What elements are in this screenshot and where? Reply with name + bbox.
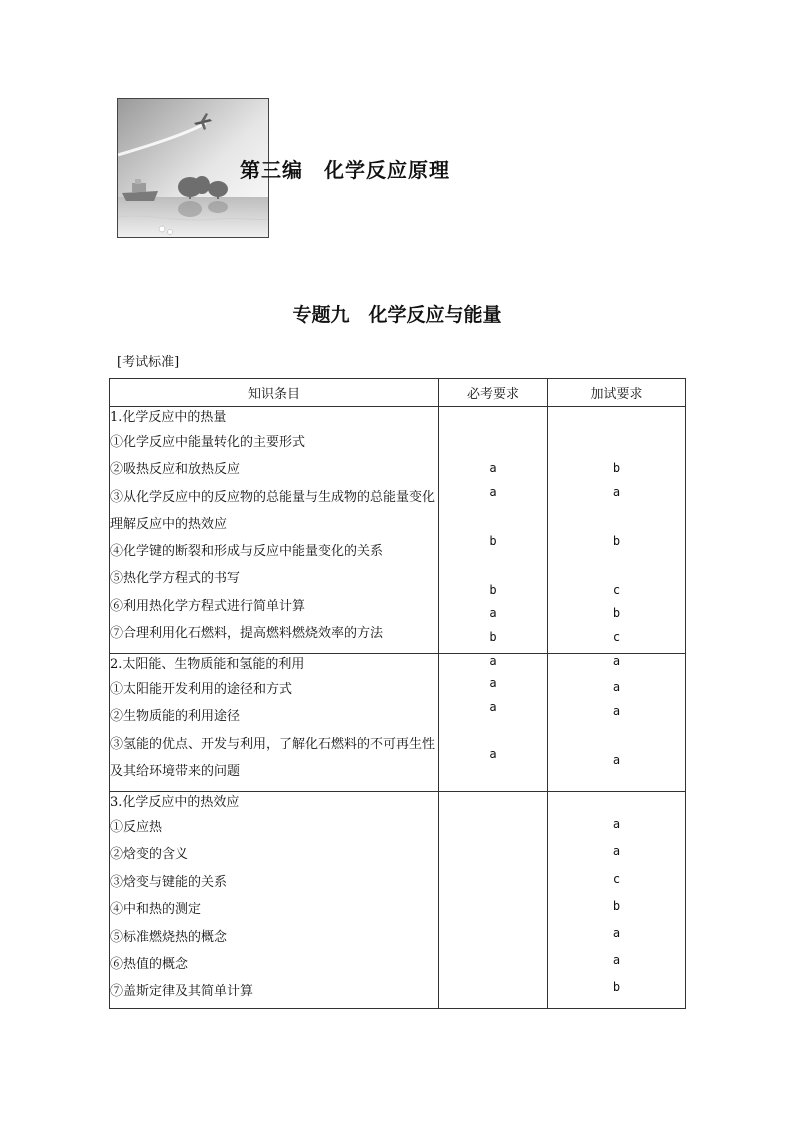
grade-value: b <box>612 980 621 994</box>
header-knowledge-items: 知识条目 <box>110 379 439 407</box>
header-required: 必考要求 <box>439 379 548 407</box>
list-item: ③氢能的优点、开发与利用，了解化石燃料的不可再生性及其给环境带来的问题 <box>110 736 436 779</box>
list-item: ①太阳能开发利用的途径和方式 <box>110 682 293 697</box>
grade-value: c <box>612 872 621 886</box>
extra-grades-cell <box>548 407 686 668</box>
grade-value: b <box>489 630 497 644</box>
grade-value: a <box>612 485 621 499</box>
required-grades-cell <box>439 654 548 792</box>
grade-value: a <box>489 461 497 475</box>
grade-value: a <box>612 953 621 967</box>
list-item: ②生物质能的利用途径 <box>110 709 241 725</box>
extra-grades-cell <box>548 792 686 1009</box>
grade-value: a <box>489 606 497 620</box>
list-item: ②焓变的含义 <box>110 847 189 863</box>
grade-value: a <box>612 817 621 831</box>
grade-value: b <box>612 899 621 913</box>
list-item: ①反应热 <box>110 820 163 835</box>
required-grades-cell <box>439 792 548 1009</box>
required-grades-cell <box>439 407 548 668</box>
grade-value: c <box>612 583 621 597</box>
extra-grades-cell <box>548 654 686 792</box>
table-group-row <box>110 654 686 792</box>
list-item: ⑤热化学方程式的书写 <box>110 571 241 587</box>
grade-value: a <box>612 753 621 767</box>
grade-value: b <box>489 583 497 597</box>
grade-value: a <box>612 844 621 858</box>
grade-value: a <box>489 676 497 690</box>
list-item: ③焓变与键能的关系 <box>110 874 228 890</box>
grade-value: a <box>489 654 497 668</box>
table-group-row <box>110 407 686 654</box>
list-item: ④中和热的测定 <box>110 902 202 918</box>
list-item: ③从化学反应中的反应物的总能量与生成物的总能量变化理解反应中的热效应 <box>110 489 436 532</box>
grade-value: b <box>612 606 621 620</box>
list-item: ④化学键的断裂和形成与反应中能量变化的关系 <box>110 543 384 559</box>
grade-value: a <box>612 926 621 940</box>
list-item: ⑦盖斯定律及其简单计算 <box>110 984 254 1000</box>
grade-value: b <box>612 534 621 548</box>
list-item: ⑦合理利用化石燃料，提高燃料燃烧效率的方法 <box>110 625 384 641</box>
list-item: ②吸热反应和放热反应 <box>110 462 241 478</box>
grade-value: a <box>489 747 497 761</box>
list-item: ⑥热值的概念 <box>110 956 189 972</box>
grade-value: a <box>612 654 621 668</box>
list-item: ①化学反应中能量转化的主要形式 <box>110 435 306 450</box>
grade-value: a <box>489 485 497 499</box>
grade-value: c <box>612 630 621 644</box>
standards-label: [考试标准] <box>117 355 180 370</box>
list-item: ⑥利用热化学方程式进行简单计算 <box>110 598 306 614</box>
grade-value: b <box>489 534 497 548</box>
exam-standards-table <box>109 378 686 1009</box>
table-group-row <box>110 792 686 1009</box>
group-title: 2.太阳能、生物质能和氢能的利用 <box>110 657 305 672</box>
grade-value: b <box>612 461 621 475</box>
topic-title: 专题九 化学反应与能量 <box>292 304 502 326</box>
group-title: 1.化学反应中的热量 <box>110 410 227 425</box>
group-title: 3.化学反应中的热效应 <box>110 795 240 810</box>
knowledge-items-cell <box>110 654 439 792</box>
table-header-row <box>110 379 686 407</box>
list-item: ⑤标准燃烧热的概念 <box>110 929 228 945</box>
grade-value: a <box>612 680 621 694</box>
header-extra: 加试要求 <box>548 379 686 407</box>
part-title: 第三编 化学反应原理 <box>240 158 450 182</box>
grade-value: a <box>612 704 621 718</box>
knowledge-items-cell <box>110 792 439 1009</box>
knowledge-items-cell <box>110 407 439 654</box>
grade-value: a <box>489 700 497 714</box>
